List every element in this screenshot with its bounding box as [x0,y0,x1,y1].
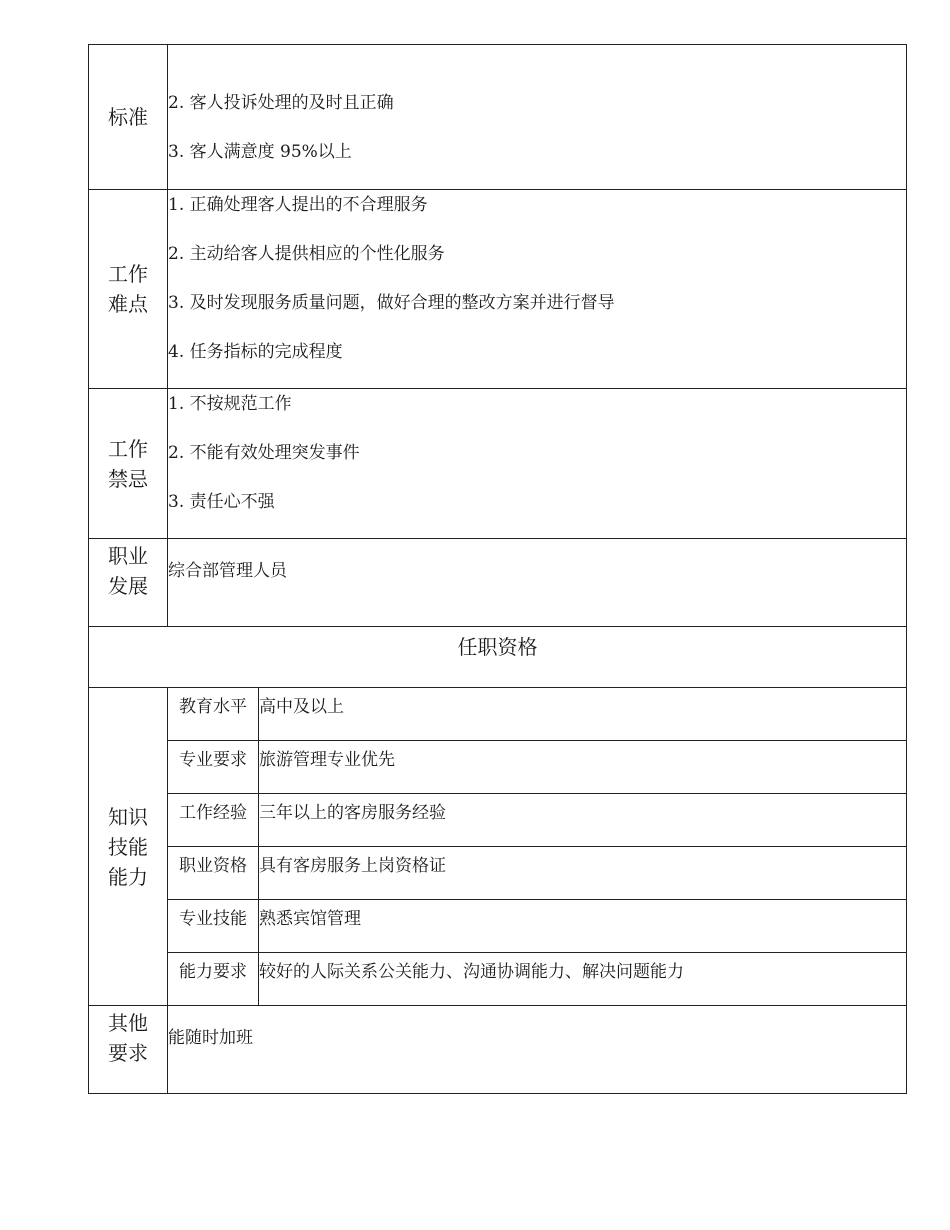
taboo-item: 2. 不能有效处理突发事件 [168,443,360,463]
career-label-line-2: 发展 [108,574,148,598]
taboos-label-line-2: 禁忌 [108,466,148,491]
standard-item: 2. 客人投诉处理的及时且正确 [168,93,394,113]
taboo-item: 3. 责任心不强 [168,492,275,512]
difficulties-label-line-2: 难点 [108,292,148,316]
skills-label-line-1: 知识 [108,804,148,829]
other-label-line-1: 其他 [108,1011,148,1035]
skill-value: 高中及以上 [259,688,907,741]
taboos-content [168,389,907,539]
difficulties-row [89,190,907,389]
skill-name: 能力要求 [168,953,259,1006]
skill-row [89,794,907,847]
other-content [168,1006,907,1094]
skill-value: 旅游管理专业优先 [259,741,907,794]
standard-content [168,45,907,190]
other-label [89,1006,168,1094]
career-label [89,539,168,627]
other-row [89,1006,907,1094]
difficulties-content [168,190,907,389]
standard-label-line-1: 标准 [108,105,148,129]
taboos-row [89,389,907,539]
job-description-table [88,44,907,1094]
skill-row [89,741,907,794]
skill-value: 熟悉宾馆管理 [259,900,907,953]
skill-row [89,900,907,953]
difficulty-item: 2. 主动给客人提供相应的个性化服务 [168,244,445,264]
taboo-item: 1. 不按规范工作 [168,394,292,414]
qualification-header-row [89,627,907,688]
skill-value: 具有客房服务上岗资格证 [259,847,907,900]
skill-name: 专业要求 [168,741,259,794]
skill-value: 较好的人际关系公关能力、沟通协调能力、解决问题能力 [259,953,907,1006]
difficulty-item: 1. 正确处理客人提出的不合理服务 [168,195,428,215]
skill-name: 专业技能 [168,900,259,953]
skill-name: 教育水平 [168,688,259,741]
difficulties-label-line-1: 工作 [108,262,148,286]
skill-row [89,688,907,741]
skill-name: 工作经验 [168,794,259,847]
standard-item: 3. 客人满意度 95%以上 [168,142,352,162]
skill-name: 职业资格 [168,847,259,900]
career-row [89,539,907,627]
skill-row [89,953,907,1006]
other-text: 能随时加班 [168,1028,253,1048]
difficulty-item: 4. 任务指标的完成程度 [168,342,343,362]
other-label-line-2: 要求 [108,1041,148,1065]
standard-label [89,45,168,190]
skills-label [89,688,168,1006]
skill-row [89,847,907,900]
taboos-label [89,389,168,539]
difficulty-item: 3. 及时发现服务质量问题，做好合理的整改方案并进行督导 [168,293,615,313]
career-text: 综合部管理人员 [168,561,287,581]
job-description-page [88,44,906,1094]
taboos-label-line-1: 工作 [108,436,148,461]
skills-label-line-3: 能力 [108,864,148,889]
qualification-title: 任职资格 [89,627,907,688]
skill-value: 三年以上的客房服务经验 [259,794,907,847]
difficulties-label [89,190,168,389]
career-content [168,539,907,627]
standard-row [89,45,907,190]
career-label-line-1: 职业 [108,544,148,568]
skills-label-line-2: 技能 [108,834,148,859]
